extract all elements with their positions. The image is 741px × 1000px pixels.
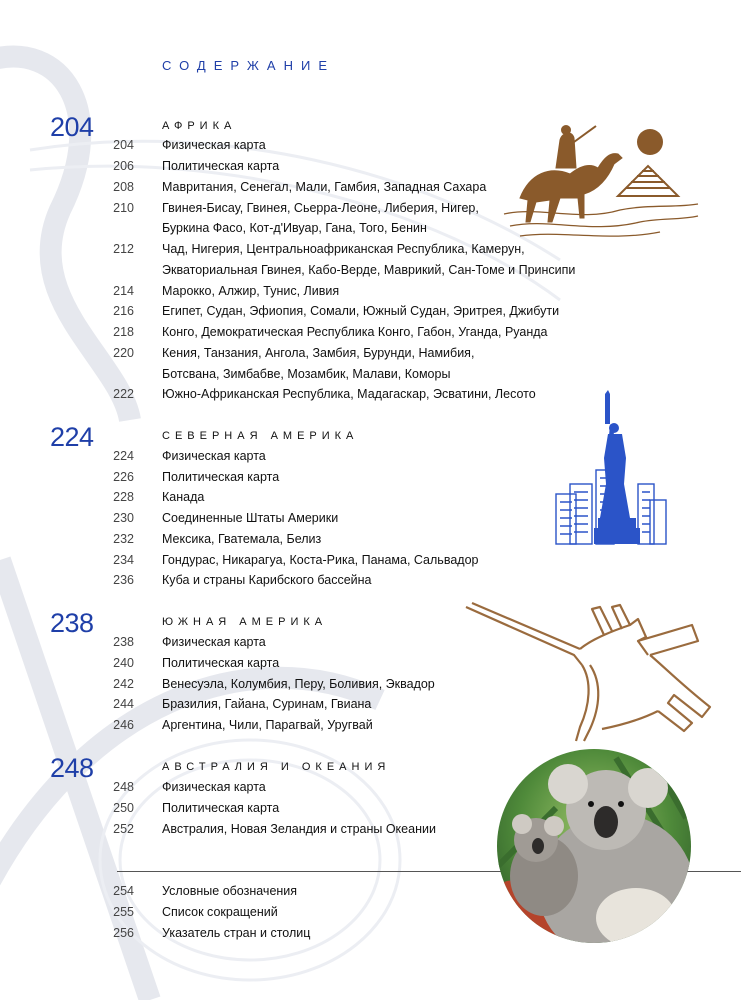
- row-text: Мавритания, Сенегал, Мали, Гамбия, Западная Сахара: [162, 180, 487, 194]
- row-page: 218: [113, 325, 134, 339]
- row-text: Австралия, Новая Зеландия и страны Океании: [162, 822, 436, 836]
- toc-row[interactable]: [0, 449, 600, 469]
- toc-row[interactable]: [0, 387, 600, 407]
- row-text: Список сокращений: [162, 905, 278, 919]
- row-text: Южно-Африканская Республика, Мадагаскар, Эсватини, Лесото: [162, 387, 536, 401]
- row-page: 250: [113, 801, 134, 815]
- row-text: Условные обозначения: [162, 884, 298, 898]
- toc-row[interactable]: [0, 242, 600, 262]
- row-text: Экваториальная Гвинея, Кабо-Верде, Маврикий, Сан-Томе и Принсипи: [162, 263, 576, 277]
- row-text: Гвинея-Бисау, Гвинея, Сьерра-Леоне, Либерия, Нигер,: [162, 201, 479, 215]
- row-text: Физическая карта: [162, 449, 266, 463]
- row-page: 236: [113, 573, 134, 587]
- toc-row[interactable]: [0, 573, 600, 593]
- toc-row[interactable]: [0, 532, 600, 552]
- toc-row[interactable]: [0, 284, 600, 304]
- row-text: Физическая карта: [162, 635, 266, 649]
- row-text: Марокко, Алжир, Тунис, Ливия: [162, 284, 340, 298]
- row-page: 254: [113, 884, 134, 898]
- row-text: Мексика, Гватемала, Белиз: [162, 532, 322, 546]
- row-page: 208: [113, 180, 134, 194]
- camel-rider-pyramid-icon: [500, 118, 700, 243]
- row-text: Политическая карта: [162, 159, 280, 173]
- row-text: Указатель стран и столиц: [162, 926, 311, 940]
- row-page: 220: [113, 346, 134, 360]
- row-page: 206: [113, 159, 134, 173]
- toc-row[interactable]: [0, 304, 600, 324]
- section-page-number: 204: [50, 112, 94, 142]
- toc-row[interactable]: [0, 553, 600, 573]
- row-page: 240: [113, 656, 134, 670]
- toc-row[interactable]: [0, 490, 600, 510]
- row-page: 252: [113, 822, 134, 836]
- row-text: Соединенные Штаты Америки: [162, 511, 339, 525]
- row-page: 255: [113, 905, 134, 919]
- toc-row[interactable]: [0, 511, 600, 531]
- row-text: Кения, Танзания, Ангола, Замбия, Бурунди, Намибия,: [162, 346, 475, 360]
- row-page: 246: [113, 718, 134, 732]
- row-page: 230: [113, 511, 134, 525]
- row-page: 226: [113, 470, 134, 484]
- row-page: 228: [113, 490, 134, 504]
- row-text: Ботсвана, Зимбабве, Мозамбик, Малави, Коморы: [162, 367, 451, 381]
- toc-row[interactable]: [0, 346, 600, 366]
- row-page: 224: [113, 449, 134, 463]
- toc-row[interactable]: [0, 470, 600, 490]
- row-page: 238: [113, 635, 134, 649]
- row-page: 212: [113, 242, 134, 256]
- row-page: 214: [113, 284, 134, 298]
- row-page: 256: [113, 926, 134, 940]
- row-page: 210: [113, 201, 134, 215]
- section-page-number: 224: [50, 422, 94, 452]
- koala-photo: [496, 748, 692, 944]
- toc-row[interactable]: [0, 325, 600, 345]
- row-page: 216: [113, 304, 134, 318]
- row-text: Политическая карта: [162, 470, 280, 484]
- row-text: Политическая карта: [162, 801, 280, 815]
- row-page: 242: [113, 677, 134, 691]
- row-text: Египет, Судан, Эфиопия, Сомали, Южный Судан, Эритрея, Джибути: [162, 304, 560, 318]
- toc-row[interactable]: [0, 263, 600, 283]
- row-text: Политическая карта: [162, 656, 280, 670]
- section-heading: СЕВЕРНАЯ АМЕРИКА: [162, 430, 359, 442]
- row-text: Венесуэла, Колумбия, Перу, Боливия, Эквадор: [162, 677, 435, 691]
- row-text: Чад, Нигерия, Центральноафриканская Республика, Камерун,: [162, 242, 525, 256]
- row-text: Бразилия, Гайана, Суринам, Гвиана: [162, 697, 372, 711]
- row-page: 222: [113, 387, 134, 401]
- row-page: 204: [113, 138, 134, 152]
- section-heading: ЮЖНАЯ АМЕРИКА: [162, 616, 328, 628]
- row-page: 244: [113, 697, 134, 711]
- row-text: Буркина Фасо, Кот-д'Ивуар, Гана, Того, Бенин: [162, 221, 427, 235]
- row-page: 248: [113, 780, 134, 794]
- row-text: Физическая карта: [162, 780, 266, 794]
- section-page-number: 248: [50, 753, 94, 783]
- row-text: Конго, Демократическая Республика Конго, Габон, Уганда, Руанда: [162, 325, 548, 339]
- row-page: 232: [113, 532, 134, 546]
- row-text: Куба и страны Карибского бассейна: [162, 573, 372, 587]
- row-text: Канада: [162, 490, 205, 504]
- section-heading: АФРИКА: [162, 120, 237, 132]
- row-text: Гондурас, Никарагуа, Коста-Рика, Панама, Сальвадор: [162, 553, 479, 567]
- row-text: Аргентина, Чили, Парагвай, Уругвай: [162, 718, 373, 732]
- section-page-number: 238: [50, 608, 94, 638]
- section-heading: АВСТРАЛИЯ И ОКЕАНИЯ: [162, 761, 391, 773]
- nazca-hummingbird-icon: [462, 595, 717, 745]
- statue-of-liberty-skyline-icon: [550, 388, 670, 548]
- page-title: СОДЕРЖАНИЕ: [162, 58, 336, 73]
- row-text: Физическая карта: [162, 138, 266, 152]
- row-page: 234: [113, 553, 134, 567]
- toc-row[interactable]: [0, 367, 600, 387]
